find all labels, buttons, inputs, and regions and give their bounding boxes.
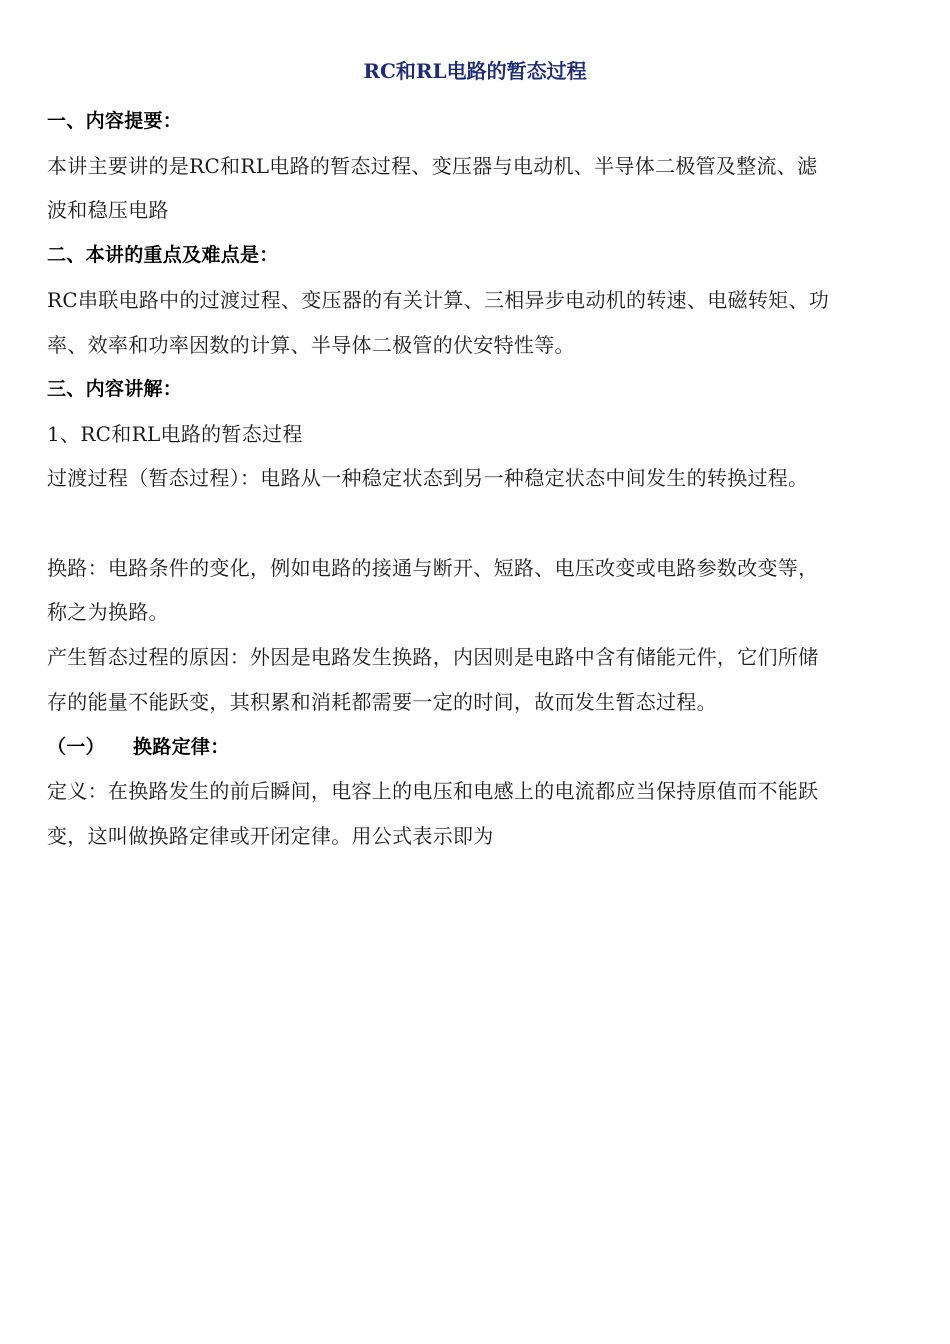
summary-text-line-2: 波和稳压电路 [47, 198, 169, 222]
switching-definition-line-1: 换路：电路条件的变化，例如电路的接通与断开、短路、电压改变或电路参数改变等， [47, 556, 819, 580]
switching-definition-line-2: 称之为换路。 [47, 600, 169, 624]
topic-item-1: 1、RC和RL电路的暂态过程 [47, 422, 303, 446]
key-points-text-line-2: 率、效率和功率因数的计算、半导体二极管的伏安特性等。 [47, 333, 575, 357]
sub-heading-text: 换路定律： [133, 736, 230, 758]
sub-heading-switching-law [47, 732, 907, 762]
transition-process-definition: 过渡过程（暂态过程）：电路从一种稳定状态到另一种稳定状态中间发生的转换过程。 [47, 466, 809, 490]
cause-text-line-1: 产生暂态过程的原因：外因是电路发生换路，内因则是电路中含有储能元件，它们所储 [47, 645, 819, 669]
cause-text-line-2: 存的能量不能跃变，其积累和消耗都需要一定的时间，故而发生暂态过程。 [47, 690, 717, 714]
section-heading-explanation: 三、内容讲解： [47, 378, 183, 400]
document-title: RC和RL电路的暂态过程 [363, 59, 587, 83]
law-definition-line-2: 变，这叫做换路定律或开闭定律。用公式表示即为 [47, 824, 494, 848]
section-heading-key-points: 二、本讲的重点及难点是： [47, 244, 279, 266]
sub-heading-number: （一） [47, 736, 105, 758]
summary-text-line-1: 本讲主要讲的是RC和RL电路的暂态过程、变压器与电动机、半导体二极管及整流、滤 [47, 154, 818, 178]
law-definition-line-1: 定义：在换路发生的前后瞬间，电容上的电压和电感上的电流都应当保持原值而不能跃 [47, 779, 819, 803]
section-heading-summary: 一、内容提要： [47, 110, 183, 132]
key-points-text-line-1: RC串联电路中的过渡过程、变压器的有关计算、三相异步电动机的转速、电磁转矩、功 [47, 288, 830, 312]
